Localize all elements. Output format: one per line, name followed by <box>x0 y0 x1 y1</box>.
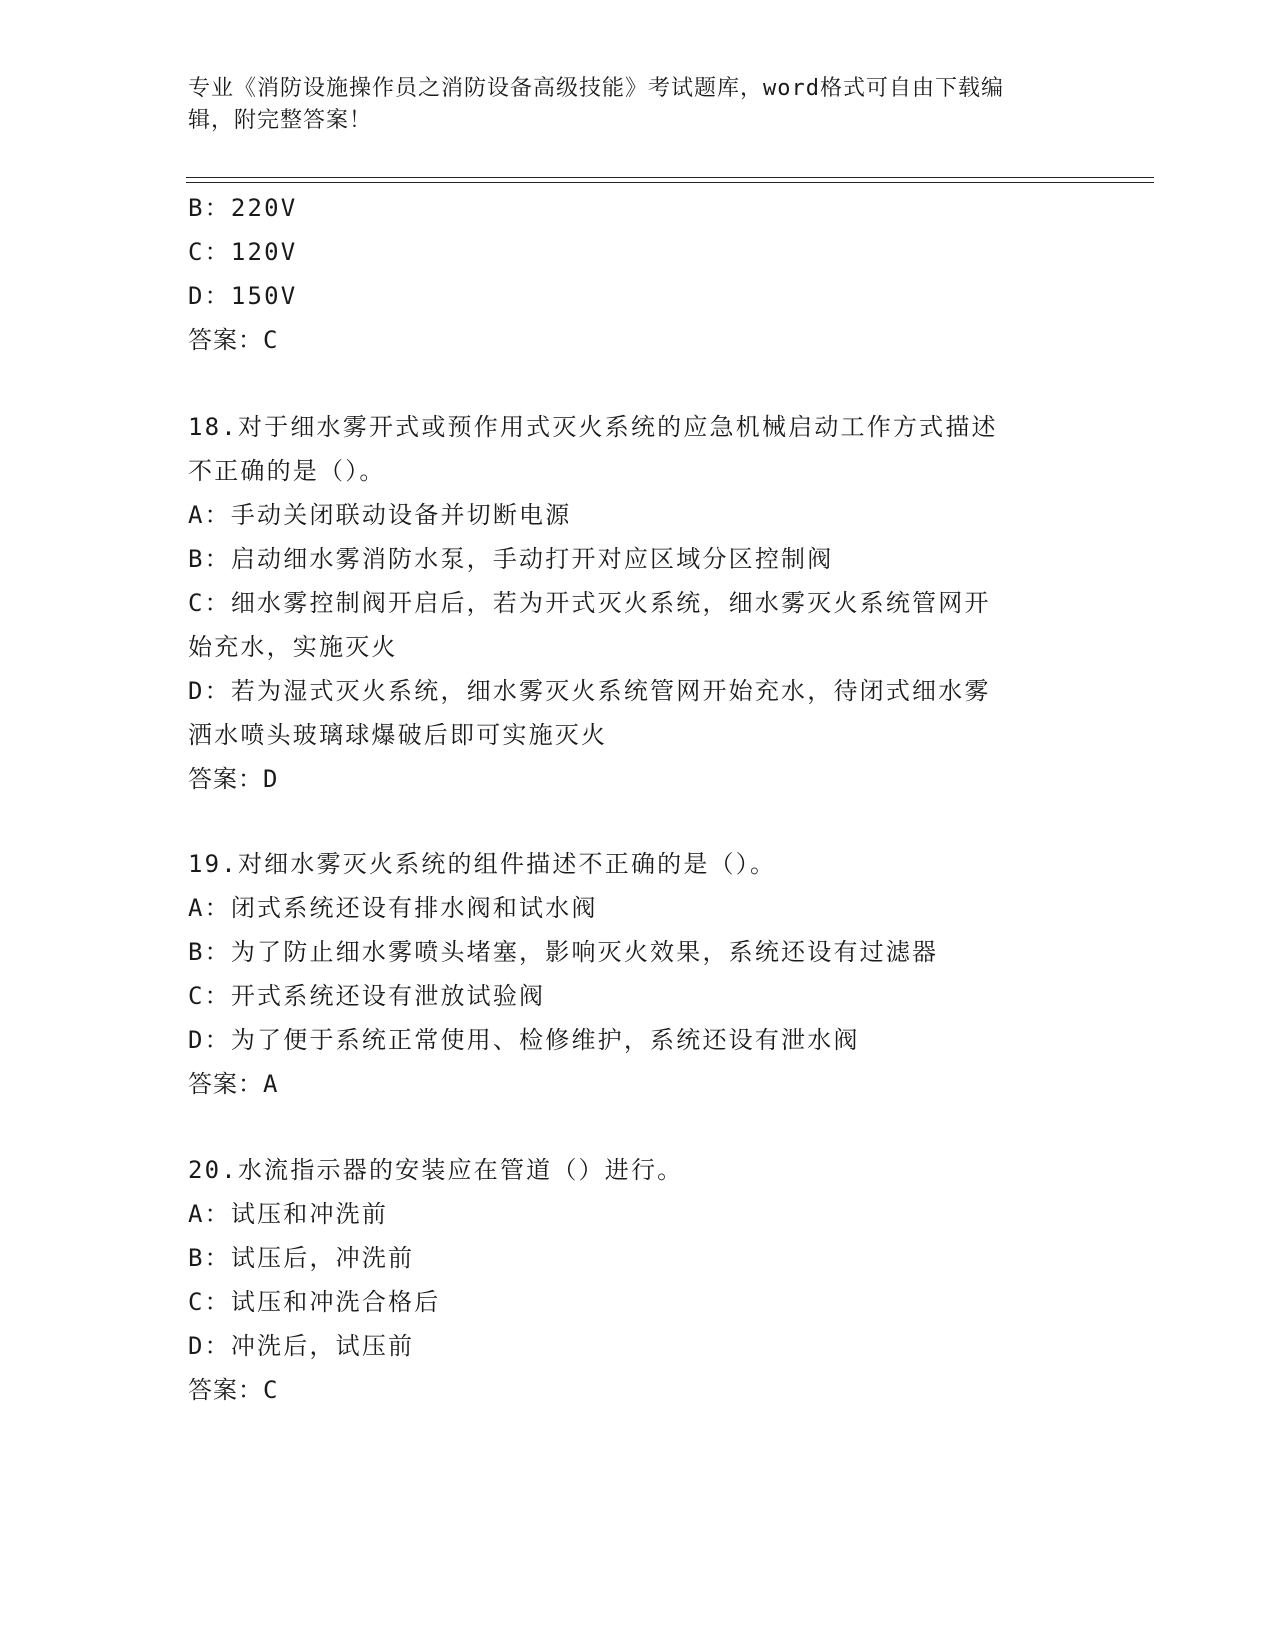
q19-option-a: A：闭式系统还设有排水阀和试水阀 <box>188 894 598 922</box>
prev-option-b: B：220V <box>188 194 298 222</box>
header-divider-top <box>186 177 1154 178</box>
q20-stem: 20.水流指示器的安装应在管道（）进行。 <box>188 1156 684 1184</box>
q20-option-b: B：试压后，冲洗前 <box>188 1244 415 1272</box>
document-header <box>188 73 1088 137</box>
q19-option-c: C：开式系统还设有泄放试验阀 <box>188 982 546 1010</box>
prev-option-c: C：120V <box>188 238 298 266</box>
q18-option-d-line-1: D：若为湿式灭火系统，细水雾灭火系统管网开始充水，待闭式细水雾 <box>188 677 991 705</box>
q18-answer: 答案：D <box>188 765 279 793</box>
prev-answer: 答案：C <box>188 326 279 354</box>
q18-stem-line-2: 不正确的是（）。 <box>188 457 386 485</box>
q19-answer: 答案：A <box>188 1070 279 1098</box>
q20-option-d: D：冲洗后，试压前 <box>188 1332 415 1360</box>
prev-option-d: D：150V <box>188 282 298 310</box>
q19-option-d: D：为了便于系统正常使用、检修维护，系统还设有泄水阀 <box>188 1026 860 1054</box>
q20-option-a: A：试压和冲洗前 <box>188 1200 389 1228</box>
q20-answer: 答案：C <box>188 1376 279 1404</box>
q18-option-c-line-2: 始充水，实施灭火 <box>188 633 398 661</box>
q18-stem-line-1: 18.对于细水雾开式或预作用式灭火系统的应急机械启动工作方式描述 <box>188 413 998 441</box>
q18-option-d-line-2: 洒水喷头玻璃球爆破后即可实施灭火 <box>188 721 608 749</box>
q20-option-c: C：试压和冲洗合格后 <box>188 1288 441 1316</box>
header-line-1: 专业《消防设施操作员之消防设备高级技能》考试题库，word格式可自由下载编 <box>188 76 1004 101</box>
header-divider-bottom <box>186 182 1154 183</box>
header-line-2: 辑，附完整答案！ <box>188 108 373 133</box>
q19-option-b: B：为了防止细水雾喷头堵塞，影响灭火效果，系统还设有过滤器 <box>188 938 939 966</box>
q18-option-c-line-1: C：细水雾控制阀开启后，若为开式灭火系统，细水雾灭火系统管网开 <box>188 589 991 617</box>
q18-option-b: B：启动细水雾消防水泵，手动打开对应区域分区控制阀 <box>188 545 834 573</box>
q18-option-a: A：手动关闭联动设备并切断电源 <box>188 501 572 529</box>
q19-stem: 19.对细水雾灭火系统的组件描述不正确的是（）。 <box>188 850 777 878</box>
